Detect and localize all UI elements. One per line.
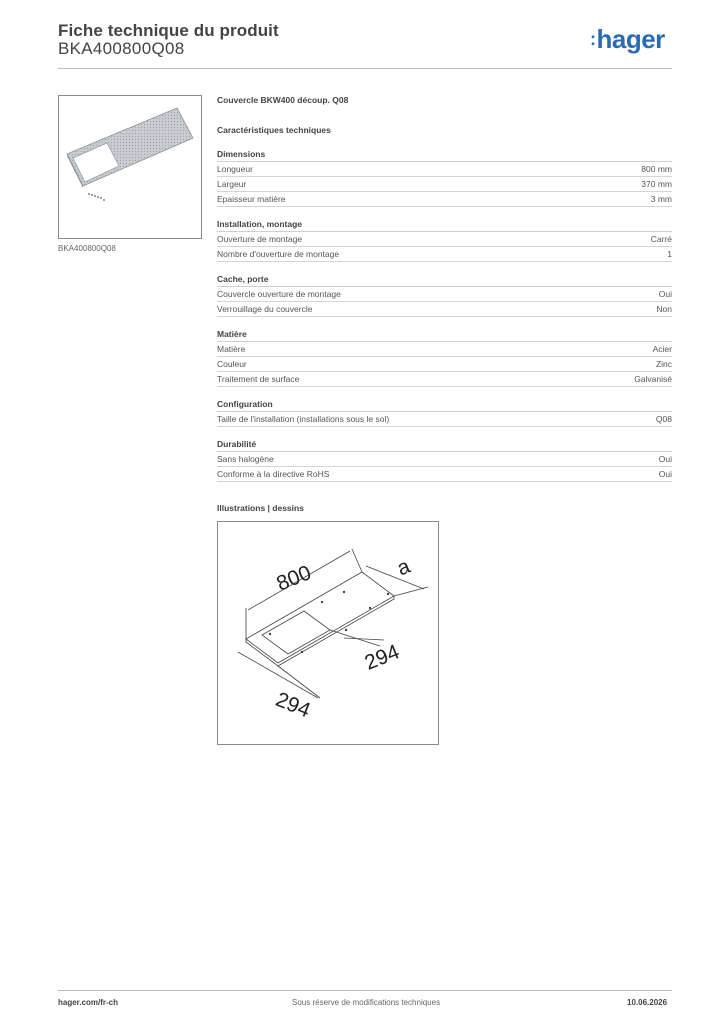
spec-row xyxy=(217,302,672,317)
spec-row xyxy=(217,232,672,247)
document-title: Fiche technique du produit xyxy=(58,21,279,40)
spec-value: Carré xyxy=(650,234,672,244)
spec-group-material xyxy=(217,341,672,387)
dim-label-length: 800 xyxy=(273,561,315,596)
footer-divider xyxy=(58,990,672,991)
spec-row xyxy=(217,162,672,177)
spec-group-cover xyxy=(217,286,672,317)
spec-row xyxy=(217,287,672,302)
product-name: Couvercle BKW400 découp. Q08 xyxy=(217,95,349,105)
dim-label-width: a xyxy=(393,554,414,581)
spec-label: Nombre d'ouverture de montage xyxy=(217,249,340,259)
cover-plate-photo xyxy=(59,96,201,238)
spec-label: Verrouillage du couvercle xyxy=(217,304,313,314)
spec-value: 370 mm xyxy=(641,179,672,189)
logo-mark-icon: : xyxy=(590,29,596,49)
spec-value: Galvanisé xyxy=(634,374,672,384)
opening-outline xyxy=(262,611,330,654)
spec-row xyxy=(217,452,672,467)
group-title-durability: Durabilité xyxy=(217,439,257,449)
group-title-cover: Cache, porte xyxy=(217,274,269,284)
spec-row xyxy=(217,467,672,482)
footer-date: 10.06.2026 xyxy=(627,998,668,1007)
spec-row xyxy=(217,357,672,372)
spec-value: Acier xyxy=(652,344,672,354)
dim-line-width xyxy=(366,566,424,589)
spec-row xyxy=(217,177,672,192)
spec-value: 800 mm xyxy=(641,164,672,174)
footer-note: Sous réserve de modifications techniques xyxy=(292,998,441,1007)
spec-label: Traitement de surface xyxy=(217,374,300,384)
group-title-material: Matière xyxy=(217,329,247,339)
specs-heading: Caractéristiques techniques xyxy=(217,125,331,135)
group-title-dimensions: Dimensions xyxy=(217,149,266,159)
spec-label: Couvercle ouverture de montage xyxy=(217,289,341,299)
spec-value: Oui xyxy=(658,454,672,464)
spec-label: Matière xyxy=(217,344,246,354)
dim-label-opening-right: 294 xyxy=(361,640,403,675)
spec-row xyxy=(217,342,672,357)
spec-label: Conforme à la directive RoHS xyxy=(217,469,330,479)
brand-name: hager xyxy=(596,24,665,54)
specifications xyxy=(217,95,672,482)
spec-group-durability xyxy=(217,451,672,482)
spec-label: Epaisseur matière xyxy=(217,194,286,204)
spec-value: Oui xyxy=(658,469,672,479)
spec-row xyxy=(217,372,672,387)
spec-value: Q08 xyxy=(655,414,672,424)
product-reference: BKA400800Q08 xyxy=(58,39,185,58)
spec-label: Taille de l'installation (installations sous le sol) xyxy=(217,414,390,424)
dim-line-opening-bottom xyxy=(238,652,318,698)
product-image xyxy=(58,95,202,239)
image-caption: BKA400800Q08 xyxy=(58,244,116,253)
spec-value: Oui xyxy=(658,289,672,299)
footer-website-link[interactable]: hager.com/fr-ch xyxy=(58,998,119,1007)
spec-group-dimensions xyxy=(217,161,672,207)
dim-line-opening-right xyxy=(330,630,380,646)
group-title-installation: Installation, montage xyxy=(217,219,303,229)
spec-value: Zinc xyxy=(655,359,672,369)
spec-label: Sans halogène xyxy=(217,454,274,464)
spec-label: Ouverture de montage xyxy=(217,234,303,244)
spec-row xyxy=(217,412,672,427)
spec-value: 1 xyxy=(667,249,672,259)
spec-row xyxy=(217,192,672,207)
illustrations-heading: Illustrations | dessins xyxy=(217,503,304,513)
technical-drawing xyxy=(217,521,439,745)
spec-group-configuration xyxy=(217,411,672,427)
dimension-drawing xyxy=(218,522,438,744)
spec-row xyxy=(217,247,672,262)
header-divider xyxy=(58,68,672,69)
spec-group-installation xyxy=(217,231,672,262)
spec-value: 3 mm xyxy=(650,194,672,204)
brand-logo xyxy=(590,24,665,55)
group-title-configuration: Configuration xyxy=(217,399,273,409)
spec-label: Couleur xyxy=(217,359,247,369)
spec-label: Longueur xyxy=(217,164,253,174)
spec-value: Non xyxy=(656,304,672,314)
dim-label-opening-bottom: 294 xyxy=(272,687,314,723)
spec-label: Largeur xyxy=(217,179,247,189)
